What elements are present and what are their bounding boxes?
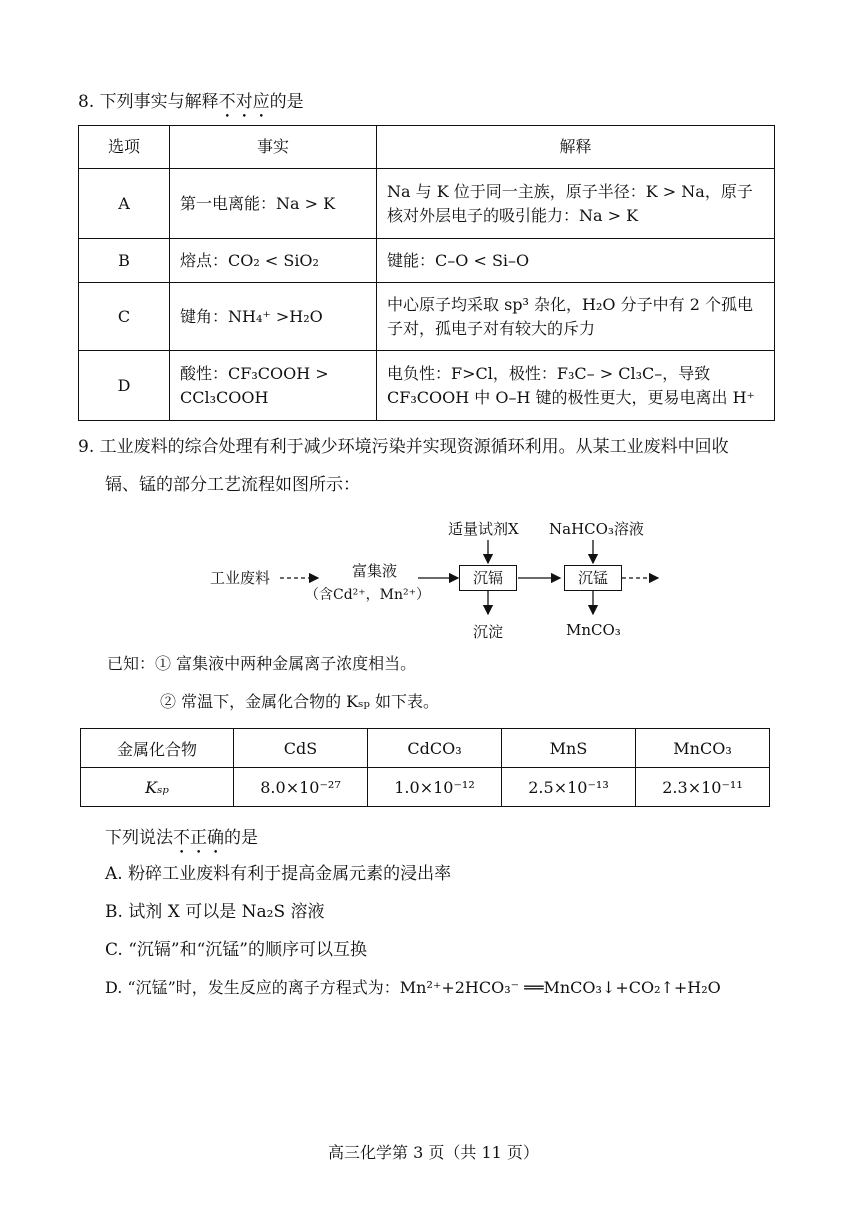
- question-9-ask: [105, 826, 258, 858]
- flow-output-mnco3: MnCO₃: [566, 621, 621, 639]
- explanation-cell: Na 与 K 位于同一主族，原子半径：K > Na，原子核对外层电子的吸引能力：Na > K: [377, 169, 775, 239]
- flow-box-cadmium: 沉镉: [459, 565, 517, 591]
- stem-text: 的是: [269, 92, 304, 112]
- stem-text: 下列事实与解释: [99, 92, 219, 112]
- flow-box-manganese: 沉锰: [564, 565, 622, 591]
- header-cell: CdS: [234, 729, 368, 768]
- table-row: [81, 768, 770, 807]
- explanation-cell: 中心原子均采取 sp³ 杂化，H₂O 分子中有 2 个孤电子对，孤电子对有较大的斥力: [377, 283, 775, 351]
- ksp-label-cell: Kₛₚ: [81, 768, 234, 807]
- fact-cell: 熔点：CO₂ < SiO₂: [170, 239, 377, 283]
- stem-text: 下列说法: [105, 828, 173, 848]
- known-prefix: 已知：: [107, 654, 156, 673]
- emphasized-text: 不正确: [173, 828, 224, 848]
- flow-enriched-label: 富集液: [352, 562, 398, 580]
- explanation-cell: 键能：C–O < Si–O: [377, 239, 775, 283]
- known-line-1: [107, 652, 416, 676]
- known-line-2: ② 常温下，金属化合物的 Kₛₚ 如下表。: [160, 692, 440, 711]
- ksp-value-cell: 2.5×10⁻¹³: [502, 768, 636, 807]
- table-header-row: [81, 729, 770, 768]
- option-c: C. “沉镉”和“沉锰”的顺序可以互换: [105, 940, 367, 960]
- ksp-value-cell: 2.3×10⁻¹¹: [636, 768, 770, 807]
- question-9-stem-line2: 镉、锰的部分工艺流程如图所示：: [105, 475, 360, 495]
- flow-output-precipitate: 沉淀: [473, 623, 504, 641]
- header-cell: 事实: [170, 126, 377, 169]
- fact-cell: 第一电离能：Na > K: [170, 169, 377, 239]
- header-cell: 解释: [377, 126, 775, 169]
- option-d: D. “沉锰”时，发生反应的离子方程式为：Mn²⁺+2HCO₃⁻ ══MnCO₃↓+CO₂↑+H₂O: [105, 978, 721, 997]
- option-cell: C: [79, 283, 170, 351]
- question-number: 8.: [78, 92, 95, 112]
- flow-reagent-nahco3: NaHCO₃溶液: [549, 520, 644, 538]
- header-cell: CdCO₃: [368, 729, 502, 768]
- option-a: A. 粉碎工业废料有利于提高金属元素的浸出率: [105, 864, 452, 884]
- header-cell: MnCO₃: [636, 729, 770, 768]
- fact-cell: 键角：NH₄⁺ >H₂O: [170, 283, 377, 351]
- option-b: B. 试剂 X 可以是 Na₂S 溶液: [105, 902, 325, 922]
- question-number: 9.: [78, 437, 95, 457]
- known-text: ① 富集液中两种金属离子浓度相当。: [155, 654, 417, 673]
- header-cell: 选项: [79, 126, 170, 169]
- stem-text: 工业废料的综合处理有利于减少环境污染并实现资源循环利用。从某工业废料中回收: [99, 437, 729, 457]
- flow-input-label: 工业废料: [210, 569, 271, 587]
- explanation-cell: 电负性：F>Cl，极性：F₃C– > Cl₃C–，导致 CF₃COOH 中 O–H 键的极性更大，更易电离出 H⁺: [377, 351, 775, 421]
- ksp-value-cell: 8.0×10⁻²⁷: [234, 768, 368, 807]
- ksp-value-cell: 1.0×10⁻¹²: [368, 768, 502, 807]
- option-cell: D: [79, 351, 170, 421]
- option-cell: A: [79, 169, 170, 239]
- emphasized-text: 不对应: [218, 92, 270, 112]
- page-footer: 高三化学第 3 页（共 11 页）: [328, 1143, 539, 1162]
- flow-reagent-x: 适量试剂X: [448, 520, 519, 538]
- option-cell: B: [79, 239, 170, 283]
- header-cell: MnS: [502, 729, 636, 768]
- flow-enriched-sub: （含Cd²⁺，Mn²⁺）: [305, 587, 431, 603]
- stem-text: 的是: [224, 828, 258, 848]
- ksp-table: [80, 728, 770, 807]
- header-cell: 金属化合物: [81, 729, 234, 768]
- fact-cell: 酸性：CF₃COOH > CCl₃COOH: [170, 351, 377, 421]
